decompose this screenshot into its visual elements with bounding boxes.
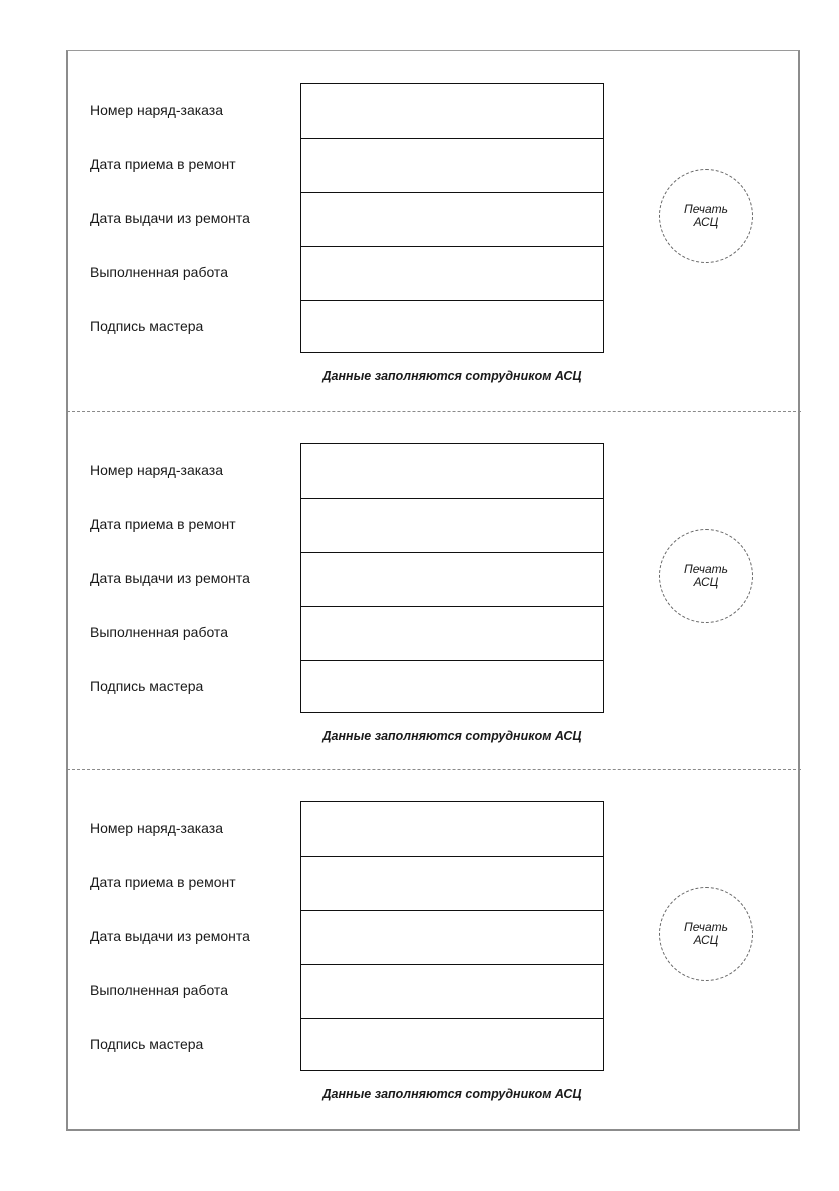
repair-coupon-1 — [68, 51, 798, 410]
date-received-cell[interactable] — [301, 856, 603, 910]
label-date-received: Дата приема в ремонт — [90, 874, 236, 890]
warranty-coupon-sheet — [66, 50, 800, 1131]
entry-table — [300, 801, 604, 1071]
date-received-cell[interactable] — [301, 138, 603, 192]
work-done-cell[interactable] — [301, 246, 603, 300]
label-date-returned: Дата выдачи из ремонта — [90, 210, 250, 226]
label-master-signature: Подпись мастера — [90, 678, 204, 694]
label-order-number: Номер наряд-заказа — [90, 462, 224, 478]
master-signature-cell[interactable] — [301, 1018, 603, 1072]
order-number-cell[interactable] — [301, 84, 603, 138]
master-signature-cell[interactable] — [301, 300, 603, 354]
label-date-received: Дата приема в ремонт — [90, 516, 236, 532]
date-returned-cell[interactable] — [301, 552, 603, 606]
fill-note: Данные заполняются сотрудником АСЦ — [322, 729, 582, 743]
label-order-number: Номер наряд-заказа — [90, 820, 224, 836]
label-master-signature: Подпись мастера — [90, 1036, 204, 1052]
label-date-returned: Дата выдачи из ремонта — [90, 570, 250, 586]
date-received-cell[interactable] — [301, 498, 603, 552]
stamp-circle — [659, 169, 753, 263]
order-number-cell[interactable] — [301, 802, 603, 856]
label-date-returned: Дата выдачи из ремонта — [90, 928, 250, 944]
stamp-label: Печать АСЦ — [684, 202, 728, 229]
label-work-done: Выполненная работа — [90, 264, 228, 280]
repair-coupon-2 — [68, 411, 798, 770]
date-returned-cell[interactable] — [301, 192, 603, 246]
stamp-label: Печать АСЦ — [684, 920, 728, 947]
label-work-done: Выполненная работа — [90, 624, 228, 640]
label-date-received: Дата приема в ремонт — [90, 156, 236, 172]
fill-note: Данные заполняются сотрудником АСЦ — [322, 1087, 582, 1101]
stamp-circle — [659, 529, 753, 623]
work-done-cell[interactable] — [301, 964, 603, 1018]
date-returned-cell[interactable] — [301, 910, 603, 964]
label-work-done: Выполненная работа — [90, 982, 228, 998]
repair-coupon-3 — [68, 769, 798, 1128]
stamp-circle — [659, 887, 753, 981]
label-order-number: Номер наряд-заказа — [90, 102, 224, 118]
fill-note: Данные заполняются сотрудником АСЦ — [322, 369, 582, 383]
entry-table — [300, 83, 604, 353]
stamp-label: Печать АСЦ — [684, 562, 728, 589]
entry-table — [300, 443, 604, 713]
work-done-cell[interactable] — [301, 606, 603, 660]
master-signature-cell[interactable] — [301, 660, 603, 714]
order-number-cell[interactable] — [301, 444, 603, 498]
label-master-signature: Подпись мастера — [90, 318, 204, 334]
